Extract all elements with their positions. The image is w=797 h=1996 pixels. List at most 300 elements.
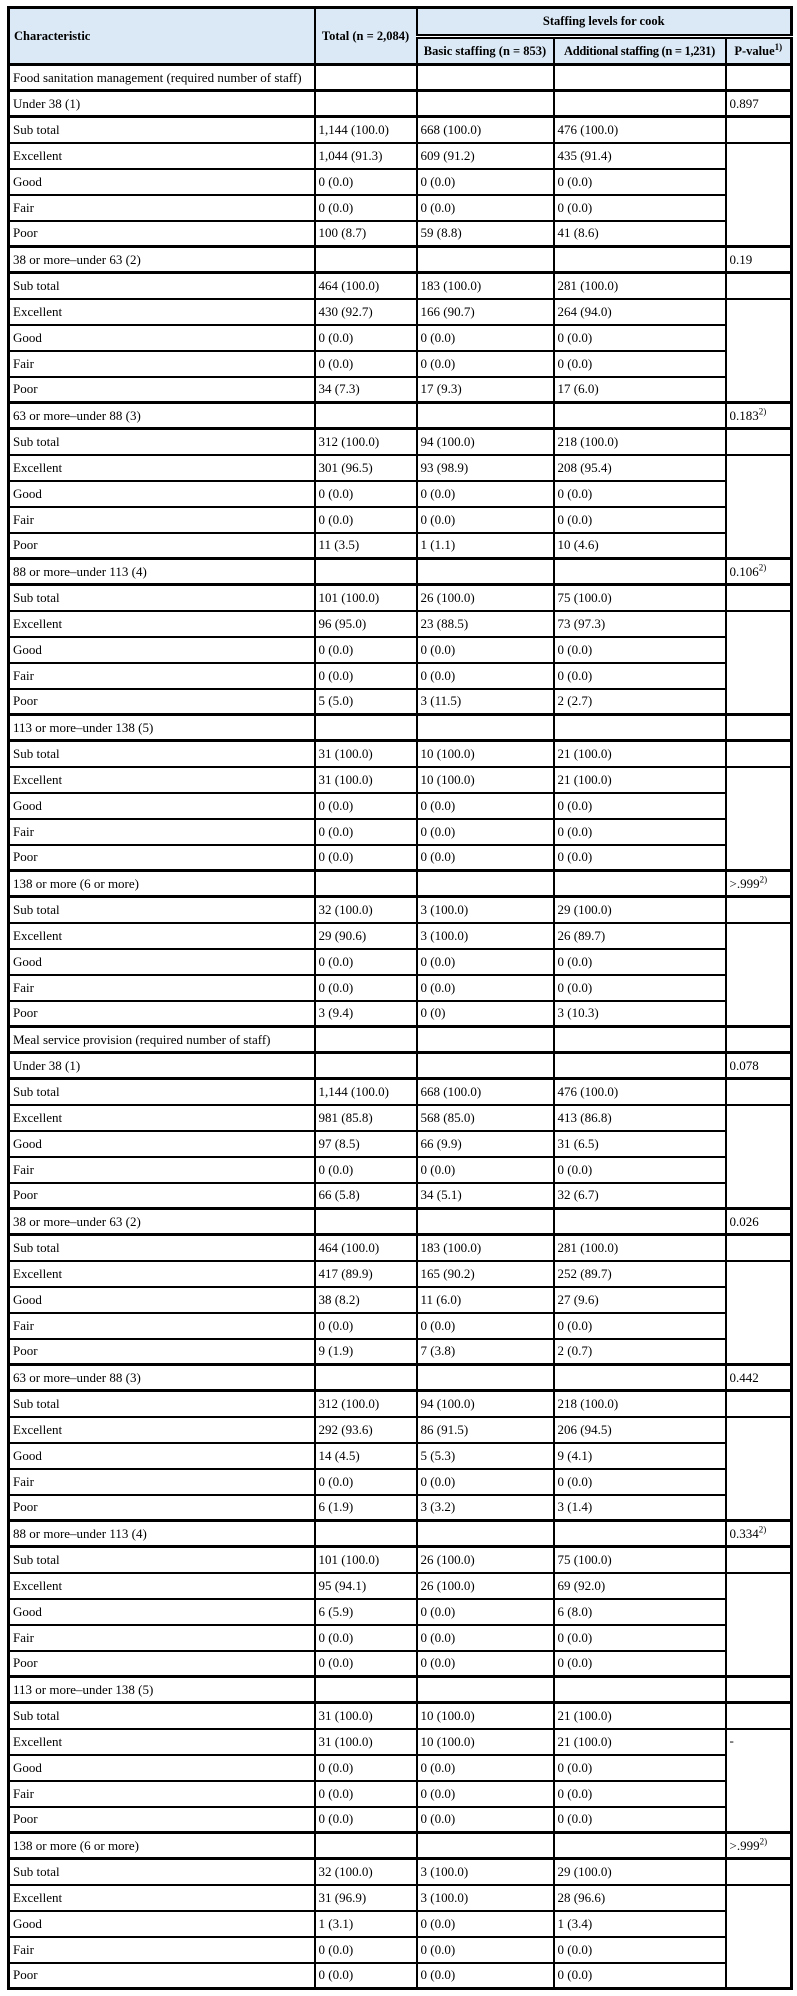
cell-total: 0 (0.0) (315, 1781, 417, 1807)
cell-total (315, 1833, 417, 1859)
cell-additional: 1 (3.4) (554, 1911, 726, 1937)
cell-additional: 0 (0.0) (554, 793, 726, 819)
cell-additional (554, 1365, 726, 1391)
data-row (9, 169, 792, 195)
row-label: Excellent (9, 1105, 315, 1131)
cell-additional: 69 (92.0) (554, 1573, 726, 1599)
cell-total: 0 (0.0) (315, 819, 417, 845)
cell-additional: 32 (6.7) (554, 1183, 726, 1209)
cell-p-value (726, 1365, 792, 1391)
cell-basic: 0 (0.0) (417, 975, 554, 1001)
row-label: Sub total (9, 741, 315, 767)
row-label: Fair (9, 195, 315, 221)
cell-p-value-merged: - (726, 1729, 792, 1833)
cell-additional: 10 (4.6) (554, 533, 726, 559)
row-label: Excellent (9, 1885, 315, 1911)
cell-basic: 5 (5.3) (417, 1443, 554, 1469)
cell-total (315, 715, 417, 741)
cell-total: 0 (0.0) (315, 1469, 417, 1495)
p-value-text: 0.183 (729, 407, 759, 423)
row-label: Poor (9, 689, 315, 715)
cell-total: 0 (0.0) (315, 1625, 417, 1651)
cell-basic: 0 (0.0) (417, 819, 554, 845)
category-label: Under 38 (1) (9, 1053, 315, 1079)
row-label: Good (9, 1287, 315, 1313)
cell-additional: 476 (100.0) (554, 117, 726, 143)
cell-total (315, 1053, 417, 1079)
cell-total: 0 (0.0) (315, 1157, 417, 1183)
cell-additional: 0 (0.0) (554, 819, 726, 845)
cell-p-value (726, 871, 792, 897)
cell-additional: 252 (89.7) (554, 1261, 726, 1287)
staffing-table (7, 6, 793, 1990)
cell-p-value (726, 715, 792, 741)
p-value-text: >.999 (729, 875, 760, 891)
col-header-total: Total (n = 2,084) (315, 8, 417, 65)
cell-basic: 0 (0.0) (417, 1651, 554, 1677)
row-label: Excellent (9, 767, 315, 793)
cell-p-value (726, 1703, 792, 1729)
cell-total: 96 (95.0) (315, 611, 417, 637)
cell-total: 981 (85.8) (315, 1105, 417, 1131)
cell-additional: 2 (0.7) (554, 1339, 726, 1365)
row-label: Good (9, 1443, 315, 1469)
data-row (9, 1703, 792, 1729)
cell-additional: 208 (95.4) (554, 455, 726, 481)
footnote-marker: 2) (758, 1524, 767, 1535)
cell-total: 292 (93.6) (315, 1417, 417, 1443)
cell-total: 31 (100.0) (315, 741, 417, 767)
cell-basic: 3 (100.0) (417, 1859, 554, 1885)
cell-total: 100 (8.7) (315, 221, 417, 247)
cell-additional: 28 (96.6) (554, 1885, 726, 1911)
cell-additional (554, 559, 726, 585)
table-body (9, 65, 792, 1989)
cell-total: 32 (100.0) (315, 1859, 417, 1885)
data-row (9, 923, 792, 949)
cell-basic: 17 (9.3) (417, 377, 554, 403)
cell-basic: 3 (100.0) (417, 1885, 554, 1911)
cell-additional: 21 (100.0) (554, 767, 726, 793)
data-row (9, 663, 792, 689)
row-label: Fair (9, 819, 315, 845)
row-label: Sub total (9, 117, 315, 143)
data-row (9, 767, 792, 793)
cell-additional: 29 (100.0) (554, 897, 726, 923)
row-label: Excellent (9, 1417, 315, 1443)
row-label: Sub total (9, 1235, 315, 1261)
data-row (9, 351, 792, 377)
row-label: Poor (9, 1807, 315, 1833)
category-row (9, 1365, 792, 1391)
cell-total: 0 (0.0) (315, 351, 417, 377)
cell-additional: 435 (91.4) (554, 143, 726, 169)
cell-total: 0 (0.0) (315, 845, 417, 871)
cell-additional: 21 (100.0) (554, 1729, 726, 1755)
footnote-marker: 2) (758, 562, 767, 573)
p-value-text: 0.106 (729, 563, 759, 579)
col-header-p-value (726, 37, 792, 65)
category-row (9, 247, 792, 273)
cell-p-value-merged (726, 611, 792, 715)
cell-total: 0 (0.0) (315, 1963, 417, 1989)
cell-additional: 0 (0.0) (554, 1469, 726, 1495)
data-row (9, 143, 792, 169)
cell-basic: 7 (3.8) (417, 1339, 554, 1365)
cell-total: 464 (100.0) (315, 1235, 417, 1261)
category-label: 138 or more (6 or more) (9, 1833, 315, 1859)
cell-total (315, 247, 417, 273)
row-label: Fair (9, 1313, 315, 1339)
cell-p-value (726, 559, 792, 585)
row-label: Good (9, 1911, 315, 1937)
cell-additional: 0 (0.0) (554, 1625, 726, 1651)
cell-total: 312 (100.0) (315, 429, 417, 455)
category-row (9, 91, 792, 117)
data-row (9, 741, 792, 767)
col-header-additional-staffing: Additional staffing (n = 1,231) (554, 37, 726, 65)
data-row (9, 1313, 792, 1339)
row-label: Sub total (9, 585, 315, 611)
footnote-marker: 2) (759, 874, 768, 885)
category-row (9, 1521, 792, 1547)
cell-total: 0 (0.0) (315, 949, 417, 975)
data-row (9, 1807, 792, 1833)
row-label: Fair (9, 1937, 315, 1963)
row-label: Sub total (9, 1703, 315, 1729)
data-row (9, 689, 792, 715)
footnote-marker: 2) (758, 406, 767, 417)
cell-additional: 281 (100.0) (554, 1235, 726, 1261)
cell-total: 464 (100.0) (315, 273, 417, 299)
data-row (9, 1105, 792, 1131)
cell-total (315, 403, 417, 429)
cell-basic (417, 1521, 554, 1547)
data-row (9, 1469, 792, 1495)
p-value-text: 0.078 (729, 1057, 759, 1073)
cell-total: 0 (0.0) (315, 507, 417, 533)
cell-p-value (726, 247, 792, 273)
cell-basic: 0 (0.0) (417, 1755, 554, 1781)
cell-basic (417, 1027, 554, 1053)
data-row (9, 1547, 792, 1573)
cell-total: 430 (92.7) (315, 299, 417, 325)
cell-basic: 0 (0.0) (417, 949, 554, 975)
row-label: Good (9, 169, 315, 195)
cell-basic: 0 (0.0) (417, 1781, 554, 1807)
cell-total (315, 1677, 417, 1703)
cell-additional (554, 1521, 726, 1547)
row-label: Excellent (9, 455, 315, 481)
category-row (9, 1677, 792, 1703)
cell-p-value-merged (726, 1417, 792, 1521)
cell-additional: 0 (0.0) (554, 663, 726, 689)
cell-basic: 0 (0.0) (417, 663, 554, 689)
cell-additional: 0 (0.0) (554, 1781, 726, 1807)
cell-total: 97 (8.5) (315, 1131, 417, 1157)
cell-total: 11 (3.5) (315, 533, 417, 559)
cell-basic: 0 (0.0) (417, 1469, 554, 1495)
cell-p-value-merged (726, 143, 792, 247)
cell-additional: 0 (0.0) (554, 637, 726, 663)
cell-basic: 609 (91.2) (417, 143, 554, 169)
data-row (9, 1261, 792, 1287)
cell-p-value (726, 1547, 792, 1573)
cell-p-value-merged (726, 455, 792, 559)
data-row (9, 117, 792, 143)
cell-basic: 3 (11.5) (417, 689, 554, 715)
data-row (9, 1625, 792, 1651)
cell-basic: 1 (1.1) (417, 533, 554, 559)
cell-total: 101 (100.0) (315, 1547, 417, 1573)
cell-additional: 0 (0.0) (554, 195, 726, 221)
cell-additional: 75 (100.0) (554, 585, 726, 611)
cell-total: 312 (100.0) (315, 1391, 417, 1417)
cell-p-value (726, 741, 792, 767)
cell-basic: 10 (100.0) (417, 767, 554, 793)
row-label: Sub total (9, 897, 315, 923)
row-label: Excellent (9, 611, 315, 637)
cell-basic: 0 (0.0) (417, 1599, 554, 1625)
cell-total: 31 (100.0) (315, 1729, 417, 1755)
data-row (9, 1183, 792, 1209)
cell-additional: 0 (0.0) (554, 845, 726, 871)
cell-basic: 0 (0.0) (417, 351, 554, 377)
data-row (9, 221, 792, 247)
cell-total: 32 (100.0) (315, 897, 417, 923)
cell-p-value (726, 1859, 792, 1885)
p-value-label: P-value (734, 43, 775, 58)
cell-total: 31 (100.0) (315, 767, 417, 793)
row-label: Good (9, 481, 315, 507)
cell-additional: 21 (100.0) (554, 1703, 726, 1729)
cell-total (315, 1027, 417, 1053)
cell-additional: 75 (100.0) (554, 1547, 726, 1573)
cell-basic: 94 (100.0) (417, 429, 554, 455)
data-row (9, 1651, 792, 1677)
cell-total: 14 (4.5) (315, 1443, 417, 1469)
cell-basic: 568 (85.0) (417, 1105, 554, 1131)
cell-basic: 0 (0.0) (417, 793, 554, 819)
cell-total: 1,044 (91.3) (315, 143, 417, 169)
cell-total: 0 (0.0) (315, 1755, 417, 1781)
cell-basic: 3 (3.2) (417, 1495, 554, 1521)
data-row (9, 299, 792, 325)
col-header-basic-staffing: Basic staffing (n = 853) (417, 37, 554, 65)
cell-total: 1,144 (100.0) (315, 117, 417, 143)
cell-total: 31 (96.9) (315, 1885, 417, 1911)
data-row (9, 1755, 792, 1781)
row-label: Poor (9, 845, 315, 871)
cell-p-value (726, 1521, 792, 1547)
cell-total: 66 (5.8) (315, 1183, 417, 1209)
col-header-staffing-group: Staffing levels for cook (417, 8, 792, 37)
cell-total: 0 (0.0) (315, 481, 417, 507)
category-label: Under 38 (1) (9, 91, 315, 117)
data-row (9, 533, 792, 559)
cell-basic: 0 (0.0) (417, 1911, 554, 1937)
row-label: Good (9, 949, 315, 975)
data-row (9, 1963, 792, 1989)
row-label: Poor (9, 221, 315, 247)
cell-p-value (726, 403, 792, 429)
row-label: Poor (9, 1963, 315, 1989)
data-row (9, 1417, 792, 1443)
category-row (9, 403, 792, 429)
cell-p-value (726, 91, 792, 117)
cell-basic (417, 91, 554, 117)
cell-total (315, 65, 417, 91)
cell-additional: 0 (0.0) (554, 1157, 726, 1183)
data-row (9, 1781, 792, 1807)
cell-basic: 11 (6.0) (417, 1287, 554, 1313)
row-label: Fair (9, 1781, 315, 1807)
cell-basic: 86 (91.5) (417, 1417, 554, 1443)
row-label: Fair (9, 975, 315, 1001)
footnote-marker: 2) (759, 1836, 768, 1847)
cell-additional (554, 1833, 726, 1859)
cell-basic: 26 (100.0) (417, 585, 554, 611)
p-value-text: 0.897 (729, 95, 759, 111)
cell-basic: 183 (100.0) (417, 273, 554, 299)
data-row (9, 1937, 792, 1963)
data-row (9, 1599, 792, 1625)
cell-additional (554, 715, 726, 741)
cell-total: 0 (0.0) (315, 1937, 417, 1963)
cell-basic: 93 (98.9) (417, 455, 554, 481)
cell-basic: 0 (0.0) (417, 1625, 554, 1651)
cell-additional: 31 (6.5) (554, 1131, 726, 1157)
cell-p-value (726, 1027, 792, 1053)
data-row (9, 1001, 792, 1027)
cell-p-value (726, 1079, 792, 1105)
cell-additional (554, 1209, 726, 1235)
cell-additional: 0 (0.0) (554, 949, 726, 975)
data-row (9, 1157, 792, 1183)
table-header (9, 8, 792, 65)
cell-basic (417, 1677, 554, 1703)
cell-additional: 0 (0.0) (554, 1313, 726, 1339)
cell-total: 0 (0.0) (315, 325, 417, 351)
p-value-footnote-marker: 1) (774, 41, 783, 52)
cell-basic (417, 65, 554, 91)
cell-basic: 0 (0.0) (417, 1807, 554, 1833)
cell-total: 0 (0.0) (315, 793, 417, 819)
p-value-text: 0.026 (729, 1213, 759, 1229)
row-label: Good (9, 637, 315, 663)
cell-total: 0 (0.0) (315, 169, 417, 195)
cell-total (315, 91, 417, 117)
category-label: 113 or more–under 138 (5) (9, 715, 315, 741)
cell-basic (417, 403, 554, 429)
category-row (9, 715, 792, 741)
cell-p-value (726, 1677, 792, 1703)
cell-additional: 26 (89.7) (554, 923, 726, 949)
row-label: Good (9, 793, 315, 819)
data-row (9, 481, 792, 507)
cell-total: 0 (0.0) (315, 1651, 417, 1677)
cell-basic: 0 (0.0) (417, 1313, 554, 1339)
cell-additional: 218 (100.0) (554, 429, 726, 455)
category-label: 113 or more–under 138 (5) (9, 1677, 315, 1703)
row-label: Poor (9, 533, 315, 559)
cell-additional: 0 (0.0) (554, 325, 726, 351)
cell-additional: 476 (100.0) (554, 1079, 726, 1105)
row-label: Excellent (9, 1573, 315, 1599)
row-label: Excellent (9, 1261, 315, 1287)
cell-p-value (726, 429, 792, 455)
section-header-row (9, 65, 792, 91)
p-value-text: 0.442 (729, 1369, 759, 1385)
cell-p-value (726, 1391, 792, 1417)
cell-additional: 73 (97.3) (554, 611, 726, 637)
cell-total: 38 (8.2) (315, 1287, 417, 1313)
cell-additional: 218 (100.0) (554, 1391, 726, 1417)
cell-additional (554, 91, 726, 117)
cell-additional: 206 (94.5) (554, 1417, 726, 1443)
data-row (9, 455, 792, 481)
data-row (9, 1495, 792, 1521)
cell-additional (554, 1027, 726, 1053)
cell-additional: 29 (100.0) (554, 1859, 726, 1885)
cell-total: 0 (0.0) (315, 663, 417, 689)
data-row (9, 1885, 792, 1911)
data-row (9, 1131, 792, 1157)
cell-p-value (726, 117, 792, 143)
cell-basic: 3 (100.0) (417, 923, 554, 949)
data-row (9, 1287, 792, 1313)
cell-total (315, 559, 417, 585)
cell-basic: 0 (0.0) (417, 195, 554, 221)
cell-basic: 10 (100.0) (417, 1703, 554, 1729)
cell-additional: 0 (0.0) (554, 1937, 726, 1963)
cell-total: 301 (96.5) (315, 455, 417, 481)
row-label: Good (9, 1131, 315, 1157)
cell-basic: 0 (0.0) (417, 845, 554, 871)
row-label: Good (9, 1755, 315, 1781)
cell-total: 5 (5.0) (315, 689, 417, 715)
category-label: 88 or more–under 113 (4) (9, 559, 315, 585)
cell-additional: 0 (0.0) (554, 975, 726, 1001)
cell-basic: 0 (0.0) (417, 1963, 554, 1989)
cell-additional: 21 (100.0) (554, 741, 726, 767)
row-label: Fair (9, 663, 315, 689)
cell-additional: 281 (100.0) (554, 273, 726, 299)
cell-total: 3 (9.4) (315, 1001, 417, 1027)
data-row (9, 1911, 792, 1937)
cell-additional (554, 871, 726, 897)
category-label: 63 or more–under 88 (3) (9, 403, 315, 429)
data-row (9, 1859, 792, 1885)
cell-additional: 413 (86.8) (554, 1105, 726, 1131)
row-label: Poor (9, 1651, 315, 1677)
cell-total: 101 (100.0) (315, 585, 417, 611)
row-label: Poor (9, 1001, 315, 1027)
cell-p-value-merged (726, 767, 792, 871)
p-value-text: 0.19 (729, 251, 753, 267)
row-label: Excellent (9, 143, 315, 169)
cell-basic: 165 (90.2) (417, 1261, 554, 1287)
cell-basic: 26 (100.0) (417, 1573, 554, 1599)
cell-p-value (726, 1833, 792, 1859)
section-title: Meal service provision (required number of staff) (9, 1027, 315, 1053)
cell-p-value-merged (726, 1885, 792, 1989)
cell-total: 0 (0.0) (315, 975, 417, 1001)
p-value-text: 0.334 (729, 1525, 759, 1541)
cell-p-value (726, 273, 792, 299)
cell-additional: 3 (1.4) (554, 1495, 726, 1521)
row-label: Poor (9, 377, 315, 403)
